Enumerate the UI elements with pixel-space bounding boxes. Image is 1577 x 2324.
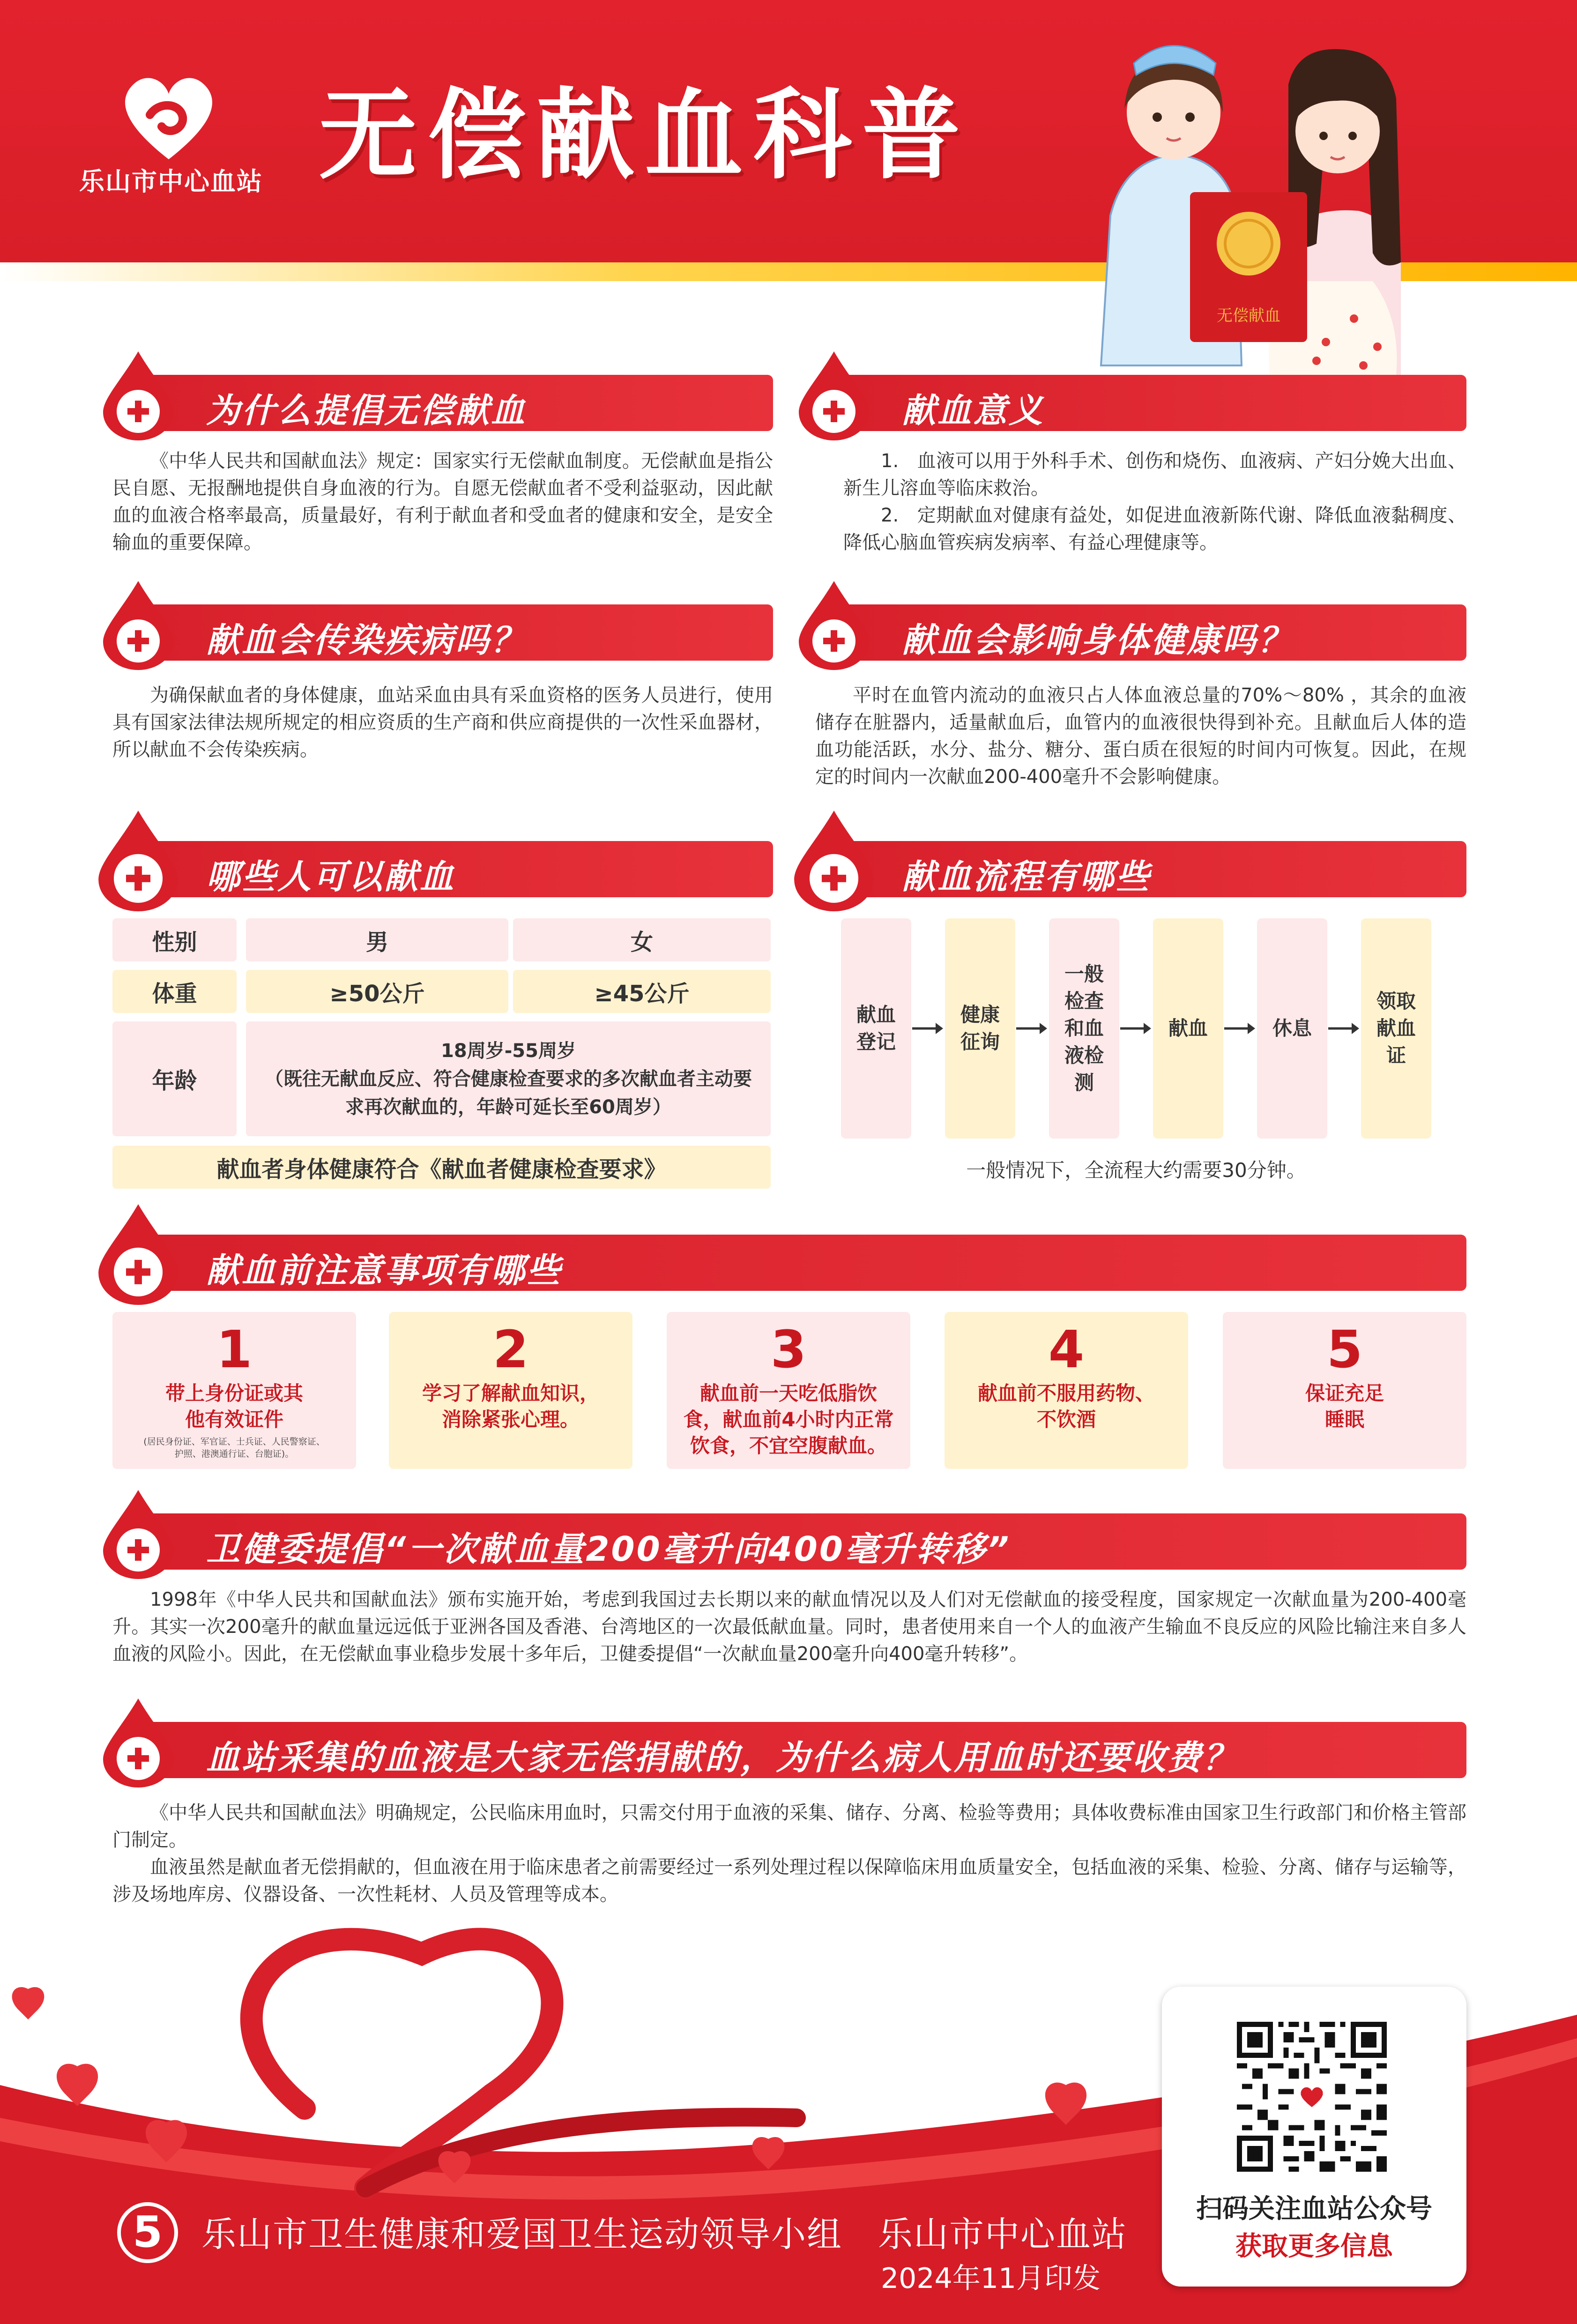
tip-number: 2 xyxy=(492,1319,529,1379)
section-title: 卫健委提倡“一次献血量200毫升向400毫升转移” xyxy=(206,1529,1011,1569)
section-header-who xyxy=(122,841,773,897)
section-title: 献血会影响身体健康吗？ xyxy=(902,620,1294,660)
section-header-policy xyxy=(122,1513,1466,1570)
table-cell-female: 女 xyxy=(513,918,771,961)
blood-drop-plus-icon xyxy=(794,811,874,911)
section-body-fee: 《中华人民共和国献血法》明确规定，公民临床用血时，只需交付用于血液的采集、储存、分离、检验等费用；具体收费标准由国家卫生行政部门和价格主管部门制定。 血液虽然是献血者无偿捐献的，但血液在用于临床患者之前需要经过一系列处理过程以保障临床用血质量安全，包括血液的采集、检验、分离、储存与运输等，涉及场地库房、仪器设备、一次性耗材、人员及管理等成本。 xyxy=(112,1802,1466,1905)
tip-subtext: (居民身份证、军官证、士兵证、人民警察证、护照、港澳通行证、台胞证)。 xyxy=(143,1437,325,1459)
blood-drop-plus-icon xyxy=(98,1204,178,1305)
blood-drop-plus-icon xyxy=(103,351,173,440)
tip-text: 献血前一天吃低脂饮食，献血前4小时内正常饮食，不宜空腹献血。 xyxy=(683,1382,894,1457)
tip-card xyxy=(667,1312,910,1469)
tip-text: 带上身份证或其他有效证件 xyxy=(165,1382,303,1431)
tip-card xyxy=(945,1312,1188,1469)
qr-subcaption: 获取更多信息 xyxy=(1235,2231,1393,2262)
section-title: 献血前注意事项有哪些 xyxy=(206,1251,563,1290)
issue-number-badge: 5 xyxy=(117,2202,178,2263)
section-header-process xyxy=(818,841,1466,897)
tip-card xyxy=(112,1312,356,1469)
section-body-policy: 1998年《中华人民共和国献血法》颁布实施开始，考虑到我国过去长期以来的献血情况以及人们对无偿献血的接受程度，国家规定一次献血量为200-400毫升。其实一次200毫升的献血量远远低于亚洲各国及香港、台湾地区的一次最低献血量。同时，患者使用来自一个人的血液产生输血不良反应的风险比输注来自多人血液的风险小。因此，在无偿献血事业稳步发展十多年后，卫健委提倡“一次献血量200毫升向400毫升转移”。 xyxy=(112,1589,1466,1665)
heart-logo-icon xyxy=(117,70,220,164)
section-body-why: 《中华人民共和国献血法》规定：国家实行无偿献血制度。无偿献血是指公民自愿、无报酬地提供自身血液的行为。自愿无偿献血者不受利益驱动，因此献血的血液合格率最高，质量最好，有利于献血者和受血者的健康和安全，是安全输血的重要保障。 xyxy=(112,450,773,553)
flow-note: 一般情况下，全流程大约需要30分钟。 xyxy=(966,1159,1306,1182)
section-title: 哪些人可以献血 xyxy=(206,857,456,896)
table-label-age: 年龄 xyxy=(112,1021,237,1136)
footer-organization: 乐山市卫生健康和爱国卫生运动领导小组 乐山市中心血站 xyxy=(201,2214,1127,2255)
blood-drop-plus-icon xyxy=(103,581,173,670)
table-cell-male: 男 xyxy=(246,918,508,961)
age-range: 18周岁-55周岁 xyxy=(441,1040,576,1062)
tip-number: 4 xyxy=(1048,1319,1085,1379)
table-cell-weight-female: ≥45公斤 xyxy=(513,970,771,1013)
table-label-gender: 性别 xyxy=(112,918,237,961)
section-header-infect xyxy=(122,604,773,661)
tip-card xyxy=(1223,1312,1466,1469)
section-body-infect: 为确保献血者的身体健康，血站采血由具有采血资格的医务人员进行，使用具有国家法律法规所规定的相应资质的生产商和供应商提供的一次性采血器材，所以献血不会传染疾病。 xyxy=(112,685,773,760)
section-title: 献血流程有哪些 xyxy=(902,857,1152,896)
flow-step: 献血登记 xyxy=(841,918,911,1139)
section-title: 血站采集的血液是大家无偿捐献的，为什么病人用血时还要收费？ xyxy=(206,1738,1239,1777)
section-title: 为什么提倡无偿献血 xyxy=(206,391,527,430)
blood-drop-plus-icon xyxy=(799,351,869,440)
page-title: 无偿献血科普 xyxy=(319,78,971,193)
arrow-right-icon xyxy=(1119,1019,1152,1038)
flow-step: 休息 xyxy=(1257,918,1327,1139)
section-title: 献血会传染疾病吗？ xyxy=(206,620,527,660)
table-cell-weight-male: ≥50公斤 xyxy=(246,970,508,1013)
certificate-label: 无偿献血 xyxy=(1217,306,1280,325)
age-note: （既往无献血反应、符合健康检查要求的多次献血者主动要求再次献血的，年龄可延长至60周岁） xyxy=(265,1068,752,1118)
arrow-right-icon xyxy=(1015,1019,1048,1038)
blood-drop-plus-icon xyxy=(98,811,178,911)
table-label-weight: 体重 xyxy=(112,970,237,1013)
section-header-meaning xyxy=(818,375,1466,431)
blood-drop-plus-icon xyxy=(103,1698,173,1788)
flow-step: 一般检查和血液检测 xyxy=(1049,918,1119,1139)
arrow-right-icon xyxy=(1223,1019,1256,1038)
arrow-right-icon xyxy=(1327,1019,1360,1038)
section-header-tips xyxy=(122,1235,1466,1291)
arrow-right-icon xyxy=(911,1019,944,1038)
blood-drop-plus-icon xyxy=(799,581,869,670)
table-footer-requirement: 献血者身体健康符合《献血者健康检查要求》 xyxy=(112,1146,771,1189)
section-body-meaning: 1. 血液可以用于外科手术、创伤和烧伤、血液病、产妇分娩大出血、新生儿溶血等临床救治。 2. 定期献血对健康有益处，如促进血液新陈代谢、降低血液黏稠度、降低心脑血管疾病发病率、有益心理健康等。 xyxy=(843,450,1466,553)
tip-text: 学习了解献血知识，消除紧张心理。 xyxy=(422,1382,599,1431)
tip-number: 1 xyxy=(216,1319,253,1379)
blood-drop-plus-icon xyxy=(103,1490,173,1579)
section-title: 献血意义 xyxy=(902,391,1045,430)
tip-card xyxy=(389,1312,632,1469)
section-body-health: 平时在血管内流动的血液只占人体血液总量的70%～80% ，其余的血液储存在脏器内，适量献血后，血管内的血液很快得到补充。且献血后人体的造血功能活跃，水分、盐分、糖分、蛋白质在很短的时间内可恢复。因此，在规定的时间内一次献血200-400毫升不会影响健康。 xyxy=(815,685,1466,788)
section-header-why xyxy=(122,375,773,431)
tip-number: 5 xyxy=(1326,1319,1363,1379)
qr-caption: 扫码关注血站公众号 xyxy=(1196,2194,1432,2224)
nurse-donor-illustration xyxy=(1073,19,1429,375)
logo-org-name: 乐山市中心血站 xyxy=(79,167,263,196)
footer-date: 2024年11月印发 xyxy=(881,2262,1101,2295)
tip-text: 保证充足睡眠 xyxy=(1305,1382,1384,1431)
table-cell-age xyxy=(246,1021,771,1136)
flow-step: 领取献血证 xyxy=(1361,918,1431,1139)
qr-code[interactable] xyxy=(1237,2022,1387,2172)
tip-text: 献血前不服用药物、不饮酒 xyxy=(977,1382,1155,1431)
flow-step: 健康征询 xyxy=(945,918,1015,1139)
section-header-fee xyxy=(122,1722,1466,1778)
flow-step: 献血 xyxy=(1153,918,1223,1139)
tip-number: 3 xyxy=(770,1319,807,1379)
section-header-health xyxy=(818,604,1466,661)
